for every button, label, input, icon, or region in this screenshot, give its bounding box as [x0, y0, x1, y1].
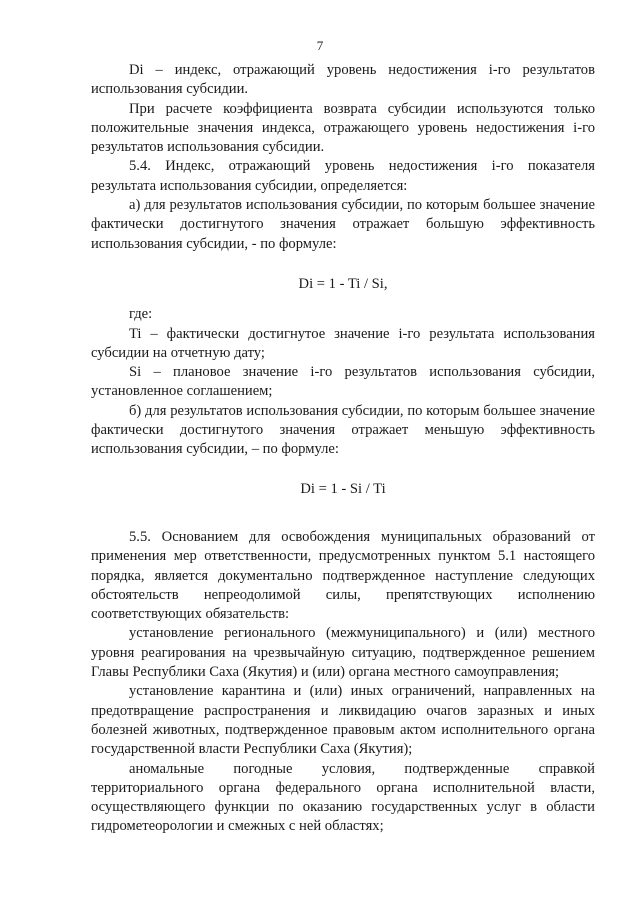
paragraph-5-4: 5.4. Индекс, отражающий уровень недостижения i-го показателя результата использования субсидии, определяется: — [91, 158, 595, 194]
paragraph-item-a: а) для результатов использования субсидии, по которым большее значение фактически достигнутого значения отражает большую эффективность использования субсидии, - по формуле: — [91, 197, 595, 252]
paragraph-weather: аномальные погодные условия, подтвержденные справкой территориального органа федерального органа исполнительной власти, осуществляющего функции по оказанию государственных услуг в области гидрометеорологии и смежных с ней областях; — [91, 760, 595, 835]
paragraph-item-b: б) для результатов использования субсидии, по которым большее значение фактически достигнутого значения отражает меньшую эффективность использования субсидии, – по формуле: — [91, 402, 595, 458]
formula-2: Di = 1 - Si / Ti — [300, 480, 386, 497]
document-body — [91, 61, 595, 837]
paragraph-di-definition: Di – индекс, отражающий уровень недостижения i-го результатов использования субсидии. — [91, 62, 595, 98]
paragraph-quarantine: установление карантина и (или) иных ограничений, направленных на предотвращение распространения и ликвидацию очагов заразных и иных болезней животных, подтвержденное правовым актом исполнительного органа государственной власти Республики Саха (Якутия); — [91, 683, 595, 758]
paragraph-5-5: 5.5. Основанием для освобождения муниципальных образований от применения мер ответственности, предусмотренных пунктом 5.1 настоящего порядка, является документально подтвержденное наступление следующих обстоятельств непреодолимой силы, препятствующих исполнению соответствующих обязательств: — [91, 528, 595, 623]
paragraph-coefficient-note: При расчете коэффициента возврата субсидии используются только положительные значения индекса, отражающего уровень недостижения i-го результатов использования субсидии. — [91, 100, 595, 156]
paragraph-emergency: установление регионального (межмуниципального) и (или) местного уровня реагирования на чрезвычайную ситуацию, подтвержденное решением Главы Республики Саха (Якутия) и (или) органа местного самоуправления; — [91, 625, 595, 681]
formula-1: Di = 1 - Ti / Si, — [298, 275, 388, 292]
paragraph-where: где: — [129, 306, 153, 323]
page-number: 7 — [316, 38, 324, 53]
paragraph-si-definition: Si – плановое значение i-го результатов использования субсидии, установленное соглашением; — [91, 364, 595, 400]
paragraph-ti-definition: Ti – фактически достигнутое значение i-го результата использования субсидии на отчетную дату; — [91, 325, 595, 361]
